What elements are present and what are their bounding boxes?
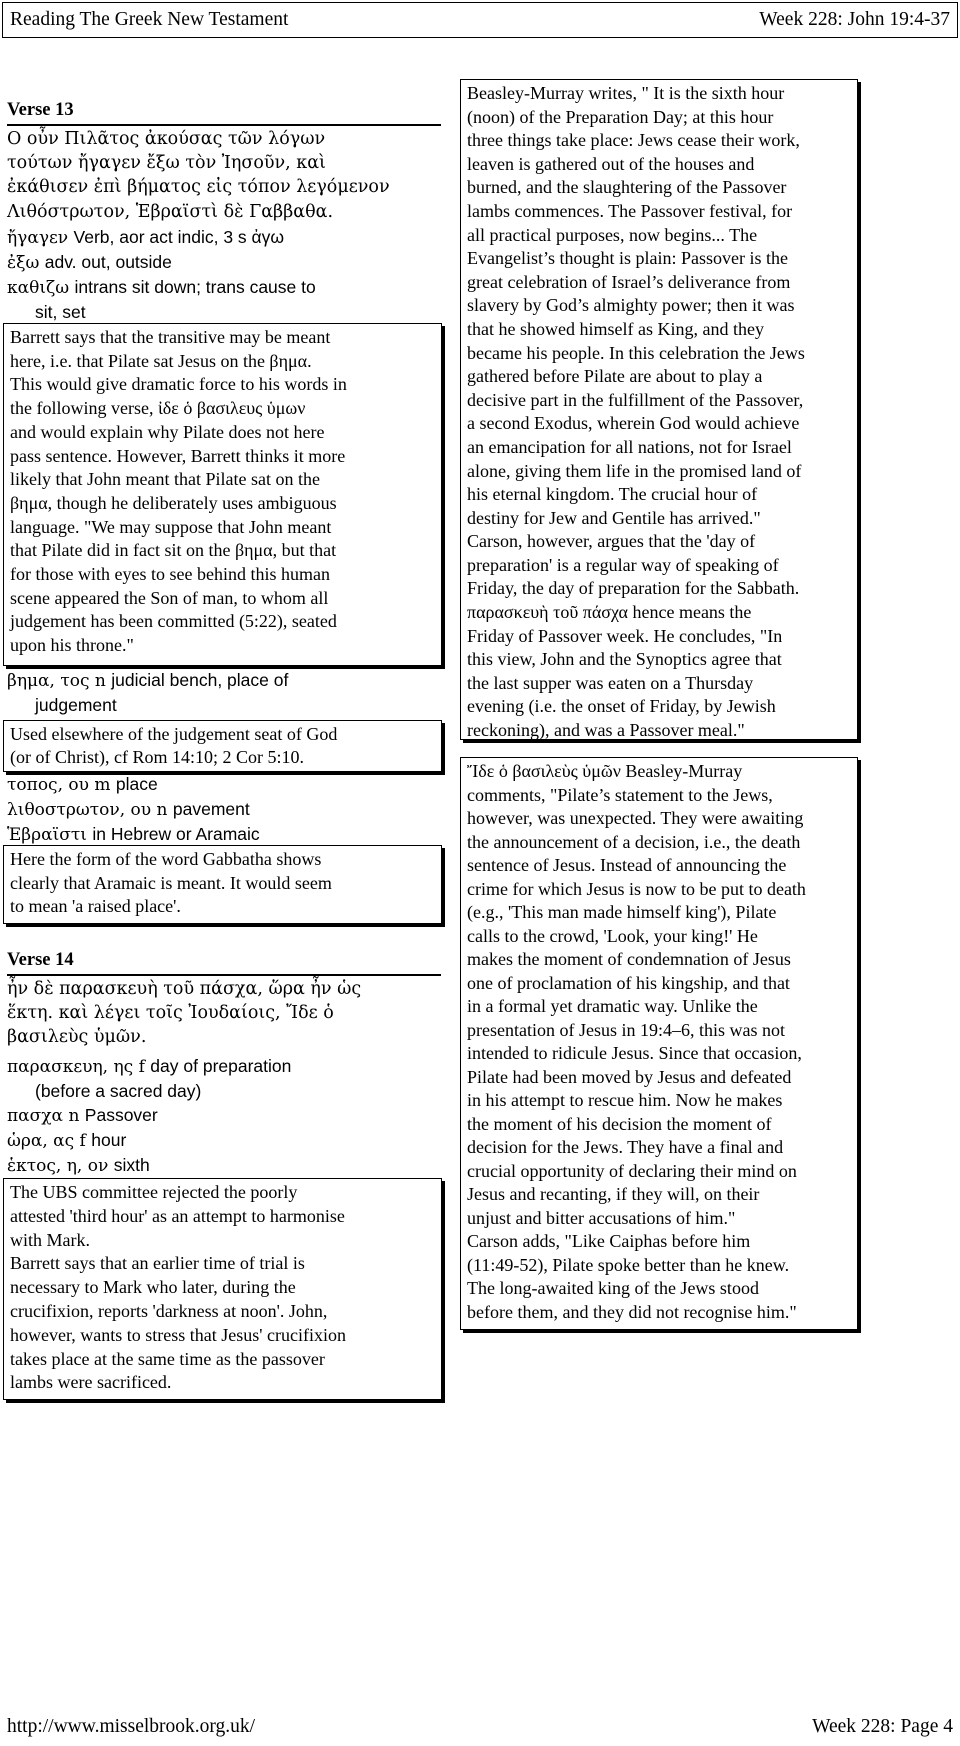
vocab-gloss: sit, set: [35, 302, 86, 322]
note-line: likely that John meant that Pilate sat on the: [10, 469, 320, 490]
vocab-gloss: (before a sacred day): [35, 1081, 202, 1101]
note-line: decision for the Jews. They have a final and: [467, 1137, 784, 1157]
vocab-greek-word: καθιζω: [7, 278, 75, 298]
note-line: The long-awaited king of the Jews stood: [467, 1278, 759, 1298]
verse-14-rule: [7, 974, 441, 976]
note-line: clearly that Aramaic is meant. It would seem: [10, 872, 332, 893]
note-line: however, wants to stress that Jesus' crucifixion: [10, 1324, 346, 1345]
vocab-entry: [7, 1079, 291, 1103]
note-line: all practical purposes, now begins... The: [467, 224, 758, 245]
note-line: This would give dramatic force to his words in: [10, 374, 347, 395]
note-line: lambs commences. The Passover festival, for: [467, 200, 793, 221]
vocab-greek-word: ἤγαγεν: [7, 228, 74, 248]
footer-url[interactable]: http://www.misselbrook.org.uk/: [7, 1716, 256, 1737]
verse-13-vocab-list-3: [7, 772, 260, 847]
note-line: Used elsewhere of the judgement seat of God: [10, 724, 338, 744]
note-line: slavery by God’s almighty power; then it was: [467, 295, 795, 316]
note-line: preparation' is a regular way of speaking of: [467, 554, 779, 575]
vocab-gloss: hour: [91, 1130, 127, 1150]
note-line: in a formal yet dramatic way. Unlike the: [467, 996, 758, 1016]
note-line: Pilate had been moved by Jesus and defeated: [467, 1066, 792, 1087]
note-line: an emancipation for all nations, not for Israel: [467, 436, 792, 457]
note-line: evening (i.e. the onset of Friday, by Jewish: [467, 696, 776, 717]
vocab-entry: [7, 797, 260, 822]
note-line: three things take place: Jews cease their work,: [467, 130, 800, 151]
greek-line: Ο οὖν Πιλᾶτος ἀκούσας τῶν λόγων: [7, 129, 326, 149]
note-line: βημα, though he deliberately uses ambiguous: [10, 492, 337, 513]
note-line: Friday of Passover week. He concludes, "In: [467, 625, 783, 646]
note-line: here, i.e. that Pilate sat Jesus on the βημα.: [10, 350, 312, 371]
vocab-gloss: judgement: [35, 695, 117, 715]
note-line: the last supper was eaten on a Thursday: [467, 672, 754, 693]
vocab-entry: [7, 1103, 291, 1128]
verse-14-vocab-list: [7, 1054, 291, 1178]
greek-line: ἐκάθισεν ἐπὶ βήματος εἰς τόπον λεγόμενον: [7, 177, 390, 198]
note-line: for those with eyes to see behind this human: [10, 564, 330, 585]
note-line: Carson adds, "Like Caiphas before him: [467, 1231, 751, 1251]
note-box-sixth-hour: [3, 1178, 442, 1400]
vocab-gloss: in Hebrew or Aramaic: [92, 824, 260, 844]
note-line: the announcement of a decision, i.e., the death: [467, 831, 801, 852]
note-line: Here the form of the word Gabbatha shows: [10, 849, 322, 869]
note-line: this view, John and the Synoptics agree that: [467, 649, 782, 670]
vocab-greek-word: παρασκευη, ης f: [7, 1057, 151, 1077]
header-week: Week 228: John 19:4-37: [759, 9, 950, 30]
note-line: gathered before Pilate are about to play a: [467, 366, 763, 387]
note-line: burned, and the slaughtering of the Passover: [467, 177, 787, 198]
note-line: takes place at the same time as the passover: [10, 1348, 325, 1369]
note-line: necessary to Mark who later, during the: [10, 1277, 296, 1298]
note-box-barrett-pilate-sat: [3, 323, 442, 666]
note-line: reckoning), and was a Passover meal.": [467, 720, 745, 741]
vocab-gloss: Passover: [84, 1105, 158, 1125]
note-box-beasley-murray-sixth-hour: [460, 79, 858, 740]
note-line: judgement has been committed (5:22), seated: [10, 611, 337, 632]
vocab-gloss: judicial bench, place of: [111, 670, 289, 690]
note-line: in his attempt to rescue him. Now he makes: [467, 1090, 783, 1110]
vocab-entry: [7, 772, 260, 797]
vocab-greek-word: ἐξω: [7, 253, 45, 273]
vocab-greek-word: λιθοστρωτον, ου n: [7, 800, 173, 820]
note-line: and would explain why Pilate does not here: [10, 421, 325, 442]
note-line: upon his throne.": [10, 635, 134, 656]
verse-13-vocab-list-2: [7, 668, 288, 717]
vocab-entry: [7, 1054, 291, 1079]
note-line: Beasley-Murray writes, " It is the sixth hour: [467, 83, 785, 103]
greek-line: ἕκτη. καὶ λέγει τοῖς Ἰουδαίοις, Ἴδε ὁ: [7, 1003, 334, 1024]
vocab-entry: [7, 668, 288, 693]
note-line: great celebration of Israel’s deliverance from: [467, 271, 791, 292]
vocab-gloss: day of preparation: [150, 1056, 292, 1076]
note-line: παρασκευὴ τοῦ πάσχα hence means the: [467, 602, 752, 623]
vocab-greek-word: Ἑβραϊστι: [7, 825, 93, 845]
note-line: (noon) of the Preparation Day; at this hour: [467, 106, 774, 127]
note-line: presentation of Jesus in 19:4–6, this was not: [467, 1019, 785, 1040]
note-line: crucifixion, reports 'darkness at noon'. John,: [10, 1300, 328, 1321]
greek-line: ἦν δὲ παρασκευὴ τοῦ πάσχα, ὥρα ἦν ὡς: [7, 979, 362, 999]
note-line: Barrett says that an earlier time of trial is: [10, 1253, 305, 1274]
note-line: Carson, however, argues that the 'day of: [467, 531, 756, 552]
greek-line: Λιθόστρωτον, Ἑβραϊστὶ δὲ Γαββαθα.: [7, 201, 334, 222]
vocab-entry: [7, 1128, 291, 1153]
note-line: language. "We may suppose that John meant: [10, 516, 332, 537]
greek-line: τούτων ἤγαγεν ἔξω τὸν Ἰησοῦν, καὶ: [7, 153, 326, 174]
header-title: Reading The Greek New Testament: [10, 9, 289, 30]
note-box-judgement-seat: [3, 720, 442, 772]
vocab-entry: [7, 300, 316, 324]
note-line: destiny for Jew and Gentile has arrived.": [467, 507, 761, 528]
note-line: the moment of his decision the moment of: [467, 1113, 772, 1134]
verse-14-heading: Verse 14: [7, 950, 74, 970]
vocab-entry: [7, 1153, 291, 1178]
note-line: that Pilate did in fact sit on the βημα, but that: [10, 540, 337, 561]
note-line: (e.g., 'This man made himself king'), Pilate: [467, 902, 777, 922]
note-line: crucial opportunity of declaring their mind on: [467, 1160, 797, 1181]
note-line: Ἴδε ὁ βασιλεὺς ὑμῶν Beasley-Murray: [467, 761, 743, 781]
vocab-entry: [7, 225, 316, 250]
note-line: The UBS committee rejected the poorly: [10, 1182, 298, 1202]
note-box-gabbatha: [3, 845, 442, 924]
note-line: decisive part in the fulfillment of the Passover,: [467, 389, 804, 410]
note-line: became his people. In this celebration the Jews: [467, 342, 805, 363]
note-line: unjust and bitter accusations of him.": [467, 1207, 736, 1228]
note-line: leaven is gathered out of the houses and: [467, 153, 755, 174]
note-line: Friday, the day of preparation for the Sabbath.: [467, 578, 800, 599]
note-line: makes the moment of condemnation of Jesus: [467, 949, 791, 969]
note-line: that he showed himself as King, and they: [467, 318, 764, 339]
vocab-gloss: Verb, aor act indic, 3 s ἀγω: [73, 227, 285, 247]
vocab-gloss: intrans sit down; trans cause to: [74, 277, 316, 297]
vocab-entry: [7, 693, 288, 717]
vocab-greek-word: τοπος, ου m: [7, 775, 116, 795]
note-line: intended to ridicule Jesus. Since that occasion,: [467, 1043, 802, 1063]
vocab-greek-word: ὡρα, ας f: [7, 1131, 92, 1151]
verse-14-greek-text: [7, 977, 361, 1050]
verse-13-greek-text: [7, 127, 390, 224]
note-line: the following verse, ἰδε ὁ βασιλευς ὑμων: [10, 398, 306, 419]
note-line: sentence of Jesus. Instead of announcing the: [467, 855, 787, 875]
verse-13-vocab-list-1: [7, 225, 316, 324]
note-line: before them, and they did not recognise him.": [467, 1301, 797, 1322]
vocab-greek-word: ἑκτος, η, ον: [7, 1156, 114, 1176]
note-line: Jesus and recanting, if they will, on their: [467, 1184, 760, 1204]
note-line: alone, giving them life in the promised land of: [467, 460, 802, 481]
page-header: [2, 2, 958, 38]
vocab-gloss: place: [115, 774, 158, 794]
note-line: (11:49-52), Pilate spoke better than he knew.: [467, 1254, 790, 1275]
note-line: pass sentence. However, Barrett thinks it more: [10, 445, 346, 466]
vocab-entry: [7, 822, 260, 847]
page-footer: [7, 1716, 953, 1738]
note-line: crime for which Jesus is now to be put to death: [467, 878, 806, 899]
vocab-entry: [7, 275, 316, 300]
vocab-greek-word: βημα, τος n: [7, 671, 112, 691]
note-line: Barrett says that the transitive may be meant: [10, 327, 331, 347]
vocab-greek-word: πασχα n: [7, 1106, 85, 1126]
note-line: a second Exodus, wherein God would achieve: [467, 413, 800, 434]
note-line: his eternal kingdom. The crucial hour of: [467, 484, 758, 505]
note-line: Evangelist’s thought is plain: Passover is the: [467, 248, 788, 269]
vocab-entry: [7, 250, 316, 275]
vocab-gloss: sixth: [113, 1155, 150, 1175]
note-line: one of proclamation of his kingship, and that: [467, 972, 790, 993]
note-line: calls to the crowd, 'Look, your king!' He: [467, 925, 758, 946]
note-line: to mean 'a raised place'.: [10, 896, 181, 916]
footer-page: Week 228: Page 4: [812, 1716, 953, 1737]
verse-13-rule: [7, 124, 441, 126]
vocab-gloss: pavement: [172, 799, 250, 819]
note-line: lambs were sacrificed.: [10, 1372, 172, 1393]
note-line: (or of Christ), cf Rom 14:10; 2 Cor 5:10.: [10, 746, 304, 767]
note-line: scene appeared the Son of man, to whom all: [10, 587, 329, 608]
note-line: attested 'third hour' as an attempt to harmonise: [10, 1205, 345, 1226]
vocab-gloss: adv. out, outside: [44, 252, 172, 272]
note-line: however, was unexpected. They were awaiting: [467, 808, 804, 828]
verse-13-heading: Verse 13: [7, 100, 74, 120]
note-box-behold-your-king: [460, 757, 858, 1330]
note-line: comments, "Pilate’s statement to the Jews,: [467, 784, 773, 805]
greek-line: βασιλεὺς ὑμῶν.: [7, 1027, 147, 1048]
note-line: with Mark.: [10, 1229, 90, 1250]
